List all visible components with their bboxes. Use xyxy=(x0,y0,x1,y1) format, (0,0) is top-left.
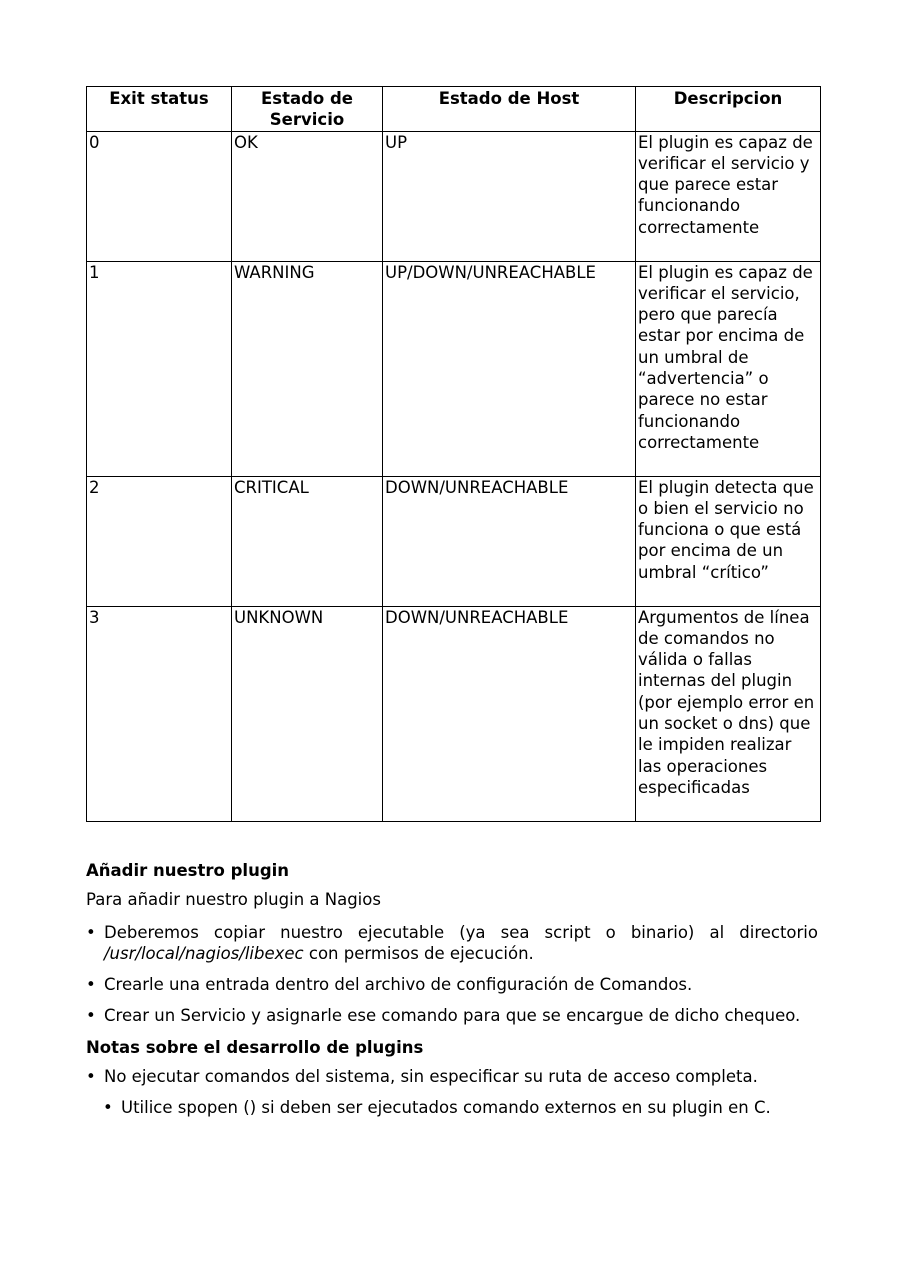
header-estado-host: Estado de Host xyxy=(383,87,636,132)
cell: 2 xyxy=(87,476,232,606)
cell: WARNING xyxy=(232,261,383,476)
cell: UP/DOWN/UNREACHABLE xyxy=(383,261,636,476)
paragraph: Para añadir nuestro plugin a Nagios xyxy=(86,890,381,910)
cell: CRITICAL xyxy=(232,476,383,606)
header-descripcion: Descripcion xyxy=(636,87,821,132)
table-header-row xyxy=(87,87,821,132)
cell: 1 xyxy=(87,261,232,476)
path-text: /usr/local/nagios/libexec xyxy=(104,943,304,963)
table-row xyxy=(87,131,821,261)
bullet-icon: • xyxy=(86,975,96,995)
bullet-icon: • xyxy=(86,1006,96,1026)
bullet-list xyxy=(86,1066,818,1119)
list-item: • Deberemos copiar nuestro ejecutable (ya sea script o binario) al directorio /usr/local/nagios/libexec con permisos de ejecución. xyxy=(86,922,818,963)
document-body xyxy=(86,860,818,1129)
list-item: • No ejecutar comandos del sistema, sin especificar su ruta de acceso completa. xyxy=(86,1067,758,1087)
sub-list-item: • Utilice spopen () si deben ser ejecutados comando externos en su plugin en C. xyxy=(103,1098,771,1118)
cell: DOWN/UNREACHABLE xyxy=(383,476,636,606)
bullet-icon: • xyxy=(103,1098,113,1118)
list-item: • Crear un Servicio y asignarle ese comando para que se encargue de dicho chequeo. xyxy=(86,1006,801,1026)
table-row xyxy=(87,261,821,476)
header-exit-status: Exit status xyxy=(87,87,232,132)
list-item: • Crearle una entrada dentro del archivo de configuración de Comandos. xyxy=(86,975,693,995)
section-heading: Añadir nuestro plugin xyxy=(86,861,290,880)
cell: UP xyxy=(383,131,636,261)
bullet-icon: • xyxy=(86,1067,96,1087)
cell: El plugin es capaz de verificar el servicio, pero que parecía estar por encima de un umbral de “advertencia” o parece no estar funcionando correctamente xyxy=(636,261,821,476)
cell: 3 xyxy=(87,606,232,821)
table-row xyxy=(87,606,821,821)
cell: OK xyxy=(232,131,383,261)
bullet-icon: • xyxy=(86,922,96,942)
cell: El plugin detecta que o bien el servicio no funciona o que está por encima de un umbral “crítico” xyxy=(636,476,821,606)
section-heading: Notas sobre el desarrollo de plugins xyxy=(86,1037,424,1057)
table-row xyxy=(87,476,821,606)
cell: UNKNOWN xyxy=(232,606,383,821)
bullet-list xyxy=(86,922,818,1027)
header-estado-servicio: Estado de Servicio xyxy=(232,87,383,132)
cell: El plugin es capaz de verificar el servicio y que parece estar funcionando correctamente xyxy=(636,131,821,261)
cell: 0 xyxy=(87,131,232,261)
exit-status-table xyxy=(86,86,821,822)
cell: DOWN/UNREACHABLE xyxy=(383,606,636,821)
cell: Argumentos de línea de comandos no válida o fallas internas del plugin (por ejemplo error en un socket o dns) que le impiden realizar las operaciones especificadas xyxy=(636,606,821,821)
